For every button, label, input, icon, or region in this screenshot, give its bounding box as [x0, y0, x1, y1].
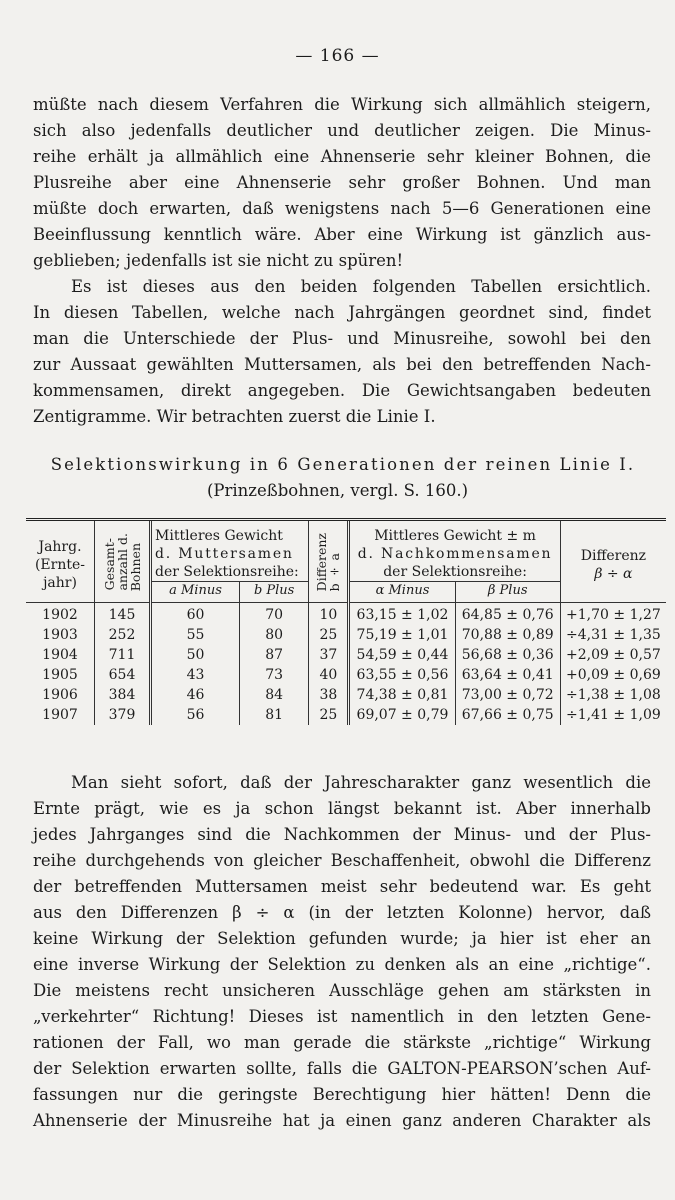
cell-minus: 46 — [151, 685, 240, 705]
header-offspring-line: d. Nachkommensamen — [357, 546, 553, 562]
header-year-line: jahr) — [43, 574, 77, 591]
header-total — [95, 521, 151, 603]
cell-year: 1905 — [42, 667, 78, 683]
text-line: In diesen Tabellen, welche nach Jahrgängen geordnet sind, findet — [33, 303, 651, 322]
cell-alpha: 63,55 ± 0,56 — [349, 665, 455, 685]
cell-minus: 50 — [151, 645, 240, 665]
table-row — [26, 625, 666, 645]
cell-year: 1903 — [42, 627, 78, 643]
table-row — [26, 685, 666, 705]
text-line: „verkehrter“ Richtung! Dieses ist namentlich in den letzten Gene- — [33, 1007, 651, 1026]
text-line: rationen der Fall, wo man gerade die stärkste „richtige“ Wirkung — [33, 1033, 651, 1052]
cell-total: 252 — [95, 625, 151, 645]
text-line: Zentigramme. Wir betrachten zuerst die Linie I. — [33, 407, 436, 426]
table-title: Selektionswirkung in 6 Generationen der reinen Linie I. — [50, 455, 636, 474]
cell-beta: 56,68 ± 0,36 — [455, 645, 560, 665]
cell-year: 1906 — [42, 687, 78, 703]
header-offspring-weight — [349, 521, 560, 582]
table-row — [26, 603, 666, 626]
cell-final: +2,09 ± 0,57 — [560, 645, 666, 665]
text-line: geblieben; jedenfalls ist sie nicht zu spüren! — [33, 251, 404, 270]
header-mother-line: Mittleres Gewicht — [155, 528, 283, 544]
header-plus: b Plus — [239, 582, 308, 603]
table-row — [26, 645, 666, 665]
cell-minus: 60 — [151, 603, 240, 626]
cell-total: 654 — [95, 665, 151, 685]
cell-beta: 73,00 ± 0,72 — [455, 685, 560, 705]
cell-beta: 64,85 ± 0,76 — [455, 603, 560, 626]
cell-diff: 10 — [309, 603, 349, 626]
cell-diff: 25 — [309, 705, 349, 725]
table-row — [26, 705, 666, 725]
text-line: man die Unterschiede der Plus- und Minusreihe, sowohl bei den — [33, 329, 651, 348]
cell-final: +1,70 ± 1,27 — [560, 603, 666, 626]
header-diff — [309, 521, 349, 603]
cell-final: ÷4,31 ± 1,35 — [560, 625, 666, 645]
page-number: — 166 — — [295, 46, 380, 66]
selection-table — [26, 518, 666, 725]
cell-beta: 70,88 ± 0,89 — [455, 625, 560, 645]
table-subtitle: (Prinzeßbohnen, vergl. S. 160.) — [206, 481, 469, 500]
cell-beta: 67,66 ± 0,75 — [455, 705, 560, 725]
cell-final: +0,09 ± 0,69 — [560, 665, 666, 685]
text-line: müßte doch erwarten, daß wenigstens nach 5—6 Generationen eine — [33, 199, 651, 218]
header-mother-line: d. Muttersamen — [155, 546, 294, 562]
text-line: fassungen nur die geringste Berechtigung hier hätten! Denn die — [33, 1085, 651, 1104]
text-line: müßte nach diesem Verfahren die Wirkung sich allmählich steigern, — [33, 95, 651, 114]
header-offspring-line: der Selektionsreihe: — [383, 564, 527, 580]
header-offspring-line: Mittleres Gewicht ± m — [374, 528, 536, 544]
cell-alpha: 63,15 ± 1,02 — [349, 603, 455, 626]
text-line: Man sieht sofort, daß der Jahrescharakter ganz wesentlich die — [71, 773, 651, 792]
header-year-line: (Ernte- — [34, 556, 86, 573]
cell-final: ÷1,41 ± 1,09 — [560, 705, 666, 725]
text-line: Plusreihe aber eine Ahnenserie sehr großer Bohnen. Und man — [33, 173, 651, 192]
cell-minus: 55 — [151, 625, 240, 645]
cell-plus: 87 — [239, 645, 308, 665]
cell-total: 145 — [95, 603, 151, 626]
cell-alpha: 54,59 ± 0,44 — [349, 645, 455, 665]
header-minus: a Minus — [151, 582, 240, 603]
header-total-line: anzahl d. — [114, 533, 130, 591]
cell-plus: 70 — [239, 603, 308, 626]
text-line: kommensamen, direkt angegeben. Die Gewichtsangaben bedeuten — [33, 381, 651, 400]
cell-total: 384 — [95, 685, 151, 705]
cell-beta: 63,64 ± 0,41 — [455, 665, 560, 685]
text-line: keine Wirkung der Selektion gefunden wurde; ja hier ist eher an — [33, 929, 651, 948]
header-mother-weight — [151, 521, 309, 582]
cell-plus: 84 — [239, 685, 308, 705]
text-line: zur Aussaat gewählten Muttersamen, als bei den betreffenden Nach- — [33, 355, 651, 374]
header-total-line: Bohnen — [127, 542, 143, 591]
text-line: Beeinflussung kenntlich wäre. Aber eine Wirkung ist gänzlich aus- — [33, 225, 651, 244]
cell-alpha: 69,07 ± 0,79 — [349, 705, 455, 725]
header-alpha: α Minus — [349, 582, 455, 603]
header-diff-line: b ÷ a — [327, 552, 343, 592]
cell-alpha: 75,19 ± 1,01 — [349, 625, 455, 645]
cell-diff: 38 — [309, 685, 349, 705]
cell-plus: 73 — [239, 665, 308, 685]
header-diff-line: Differenz — [314, 532, 330, 592]
cell-plus: 80 — [239, 625, 308, 645]
cell-year: 1907 — [42, 707, 78, 723]
text-line: Ahnenserie der Minusreihe hat ja einen ganz anderen Charakter als — [33, 1111, 651, 1130]
text-line: Ernte prägt, wie es ja schon längst bekannt ist. Aber innerhalb — [33, 799, 651, 818]
header-mother-line: der Selektionsreihe: — [155, 564, 299, 580]
cell-total: 379 — [95, 705, 151, 725]
text-line: reihe durchgehends von gleicher Beschaffenheit, obwohl die Differenz — [33, 851, 651, 870]
text-line: sich also jedenfalls deutlicher und deutlicher zeigen. Die Minus- — [33, 121, 651, 140]
text-line: der Selektion erwarten sollte, falls die GALTON-PEARSON’schen Auf- — [33, 1059, 651, 1078]
cell-alpha: 74,38 ± 0,81 — [349, 685, 455, 705]
cell-year: 1904 — [42, 647, 78, 663]
paragraph-discussion — [33, 770, 651, 1134]
cell-minus: 56 — [151, 705, 240, 725]
header-total-line: Gesamt- — [101, 538, 117, 591]
text-line: der betreffenden Muttersamen meist sehr bedeutend war. Es geht — [33, 877, 651, 896]
text-line: eine inverse Wirkung der Selektion zu denken als an eine „richtige“. — [33, 955, 651, 974]
text-line: aus den Differenzen β ÷ α (in der letzten Kolonne) hervor, daß — [33, 903, 651, 922]
text-line: reihe erhält ja allmählich eine Ahnenserie sehr kleiner Bohnen, die — [33, 147, 651, 166]
cell-diff: 25 — [309, 625, 349, 645]
cell-final: ÷1,38 ± 1,08 — [560, 685, 666, 705]
text-line: Die meistens recht unsicheren Ausschläge gehen am stärksten in — [33, 981, 651, 1000]
header-final-diff — [560, 521, 666, 603]
header-year-line: Jahrg. — [38, 538, 82, 555]
text-line: Es ist dieses aus den beiden folgenden Tabellen ersichtlich. — [71, 277, 651, 296]
cell-diff: 40 — [309, 665, 349, 685]
header-final-line: β ÷ α — [594, 565, 633, 582]
cell-total: 711 — [95, 645, 151, 665]
text-line: jedes Jahrganges sind die Nachkommen der Minus- und der Plus- — [33, 825, 651, 844]
table-row — [26, 665, 666, 685]
cell-plus: 81 — [239, 705, 308, 725]
cell-minus: 43 — [151, 665, 240, 685]
header-final-line: Differenz — [580, 547, 647, 564]
paragraph-intro — [33, 92, 651, 430]
header-year — [26, 521, 95, 603]
header-beta: β Plus — [455, 582, 560, 603]
cell-year: 1902 — [26, 603, 95, 626]
cell-diff: 37 — [309, 645, 349, 665]
